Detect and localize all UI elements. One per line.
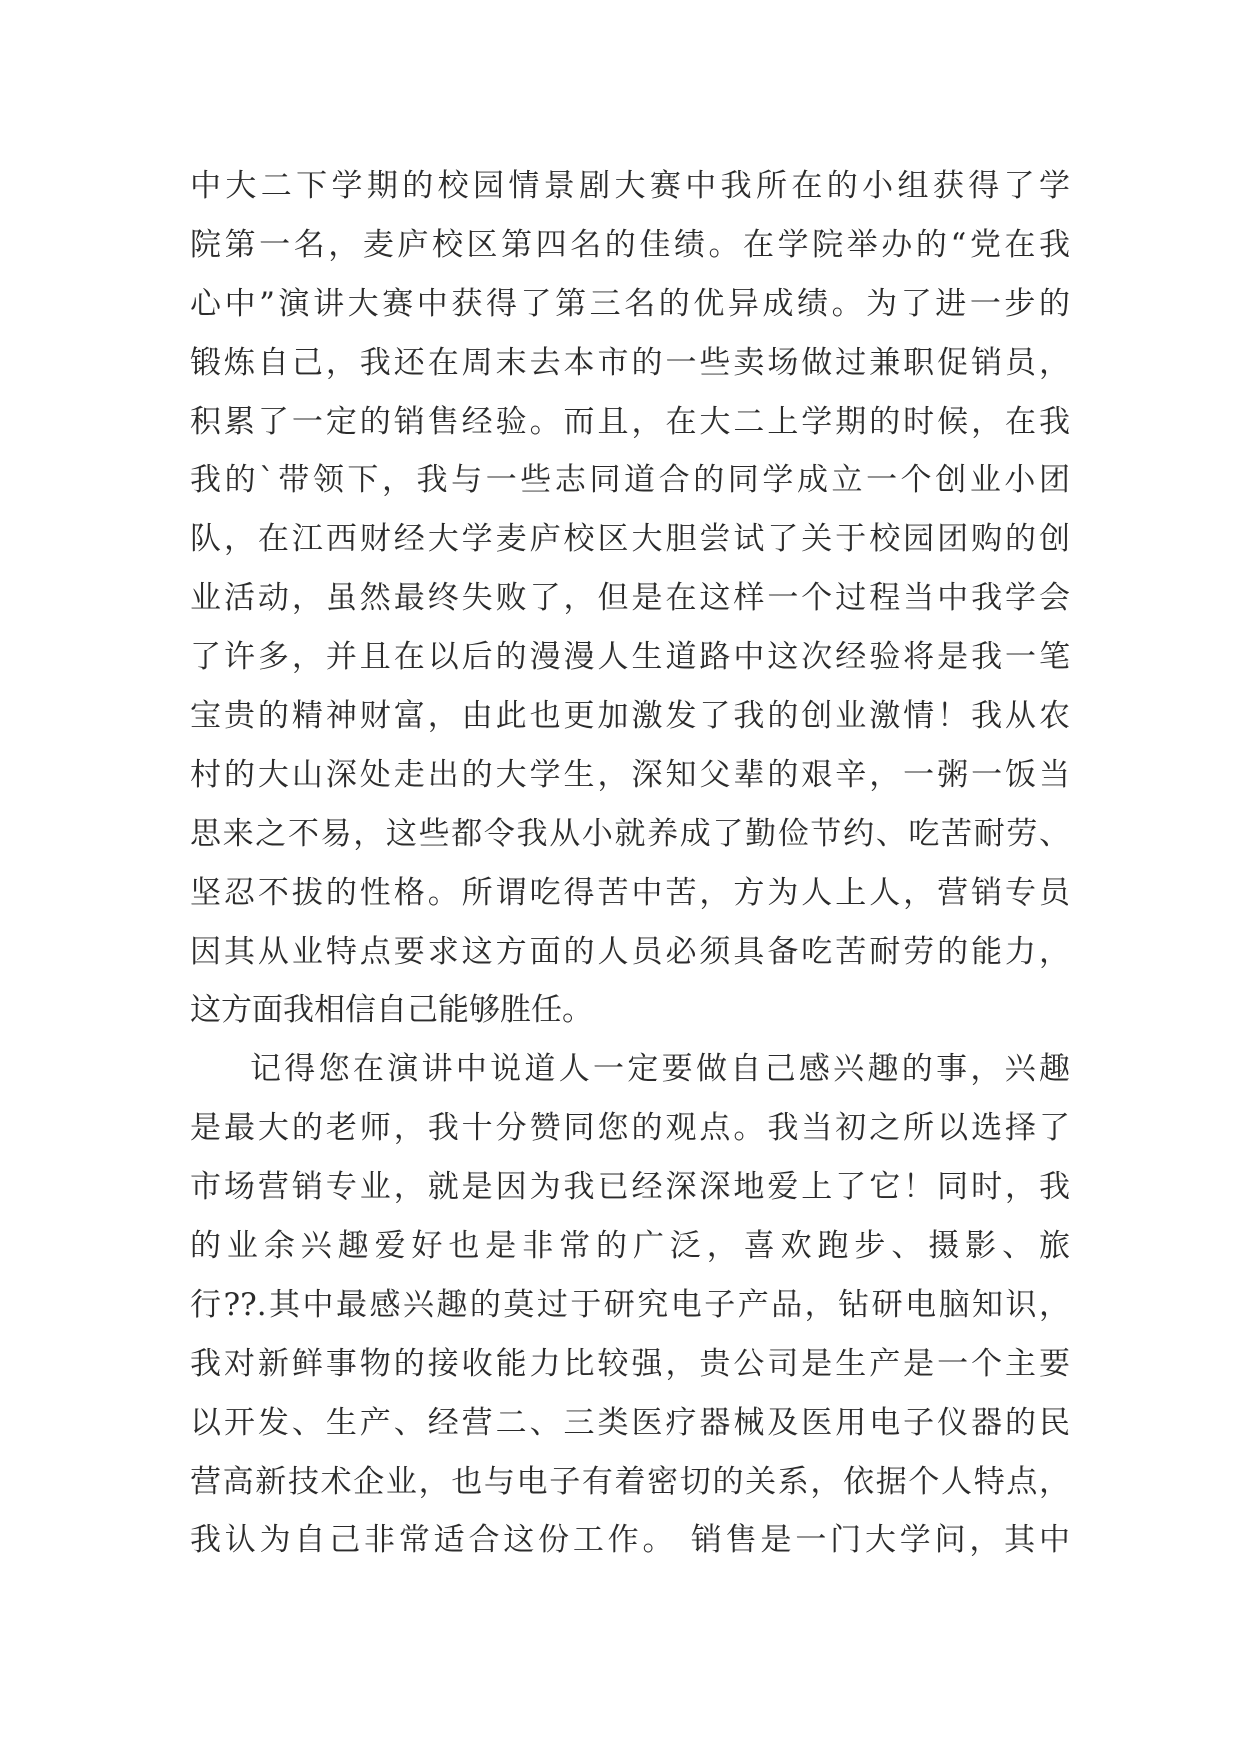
text-line: 业活动，虽然最终失败了，但是在这样一个过程当中我学会 [190, 580, 1070, 617]
text-line: 的业余兴趣爱好也是非常的广泛，喜欢跑步、摄影、旅 [190, 1228, 1070, 1265]
text-line: 中大二下学期的校园情景剧大赛中我所在的小组获得了学 [190, 168, 1070, 204]
text-line: 行??.其中最感兴趣的莫过于研究电子产品，钻研电脑知识， [190, 1286, 1070, 1323]
text-line: 院第一名，麦庐校区第四名的佳绩。在学院举办的“党在我 [190, 226, 1070, 263]
text-line: 坚忍不拔的性格。所谓吃得苦中苦，方为人上人，营销专员 [190, 874, 1070, 911]
body-text [190, 166, 1070, 1579]
text-line: 我的`带领下，我与一些志同道合的同学成立一个创业小团 [190, 462, 1070, 499]
text-line: 因其从业特点要求这方面的人员必须具备吃苦耐劳的能力， [190, 933, 1070, 970]
text-line: 营高新技术企业，也与电子有着密切的关系，依据个人特点， [190, 1463, 1070, 1500]
text-line: 思来之不易，这些都令我从小就养成了勤俭节约、吃苦耐劳、 [190, 815, 1070, 852]
text-line: 了许多，并且在以后的漫漫人生道路中这次经验将是我一笔 [190, 639, 1070, 676]
paragraph-2 [190, 1049, 1070, 1579]
text-line: 锻炼自己，我还在周末去本市的一些卖场做过兼职促销员， [190, 344, 1070, 381]
text-line: 我对新鲜事物的接收能力比较强，贵公司是生产是一个主要 [190, 1345, 1070, 1382]
text-line: 我认为自己非常适合这份工作。 销售是一门大学问，其中 [190, 1522, 1070, 1559]
text-line: 以开发、生产、经营二、三类医疗器械及医用电子仪器的民 [190, 1404, 1070, 1441]
text-line: 队，在江西财经大学麦庐校区大胆尝试了关于校园团购的创 [190, 521, 1070, 558]
text-line: 村的大山深处走出的大学生，深知父辈的艰辛，一粥一饭当 [190, 756, 1070, 793]
paragraph-1 [190, 166, 1070, 1049]
text-line: 积累了一定的销售经验。而且，在大二上学期的时候，在我 [190, 403, 1070, 440]
text-line: 这方面我相信自己能够胜任。 [190, 992, 593, 1029]
text-line: 市场营销专业，就是因为我已经深深地爱上了它！同时，我 [190, 1169, 1070, 1206]
text-line: 记得您在演讲中说道人一定要做自己感兴趣的事，兴趣 [250, 1051, 1070, 1088]
text-line: 是最大的老师，我十分赞同您的观点。我当初之所以选择了 [190, 1110, 1070, 1147]
text-line: 心中”演讲大赛中获得了第三名的优异成绩。为了进一步的 [190, 285, 1070, 322]
text-line: 宝贵的精神财富，由此也更加激发了我的创业激情！我从农 [190, 698, 1070, 735]
